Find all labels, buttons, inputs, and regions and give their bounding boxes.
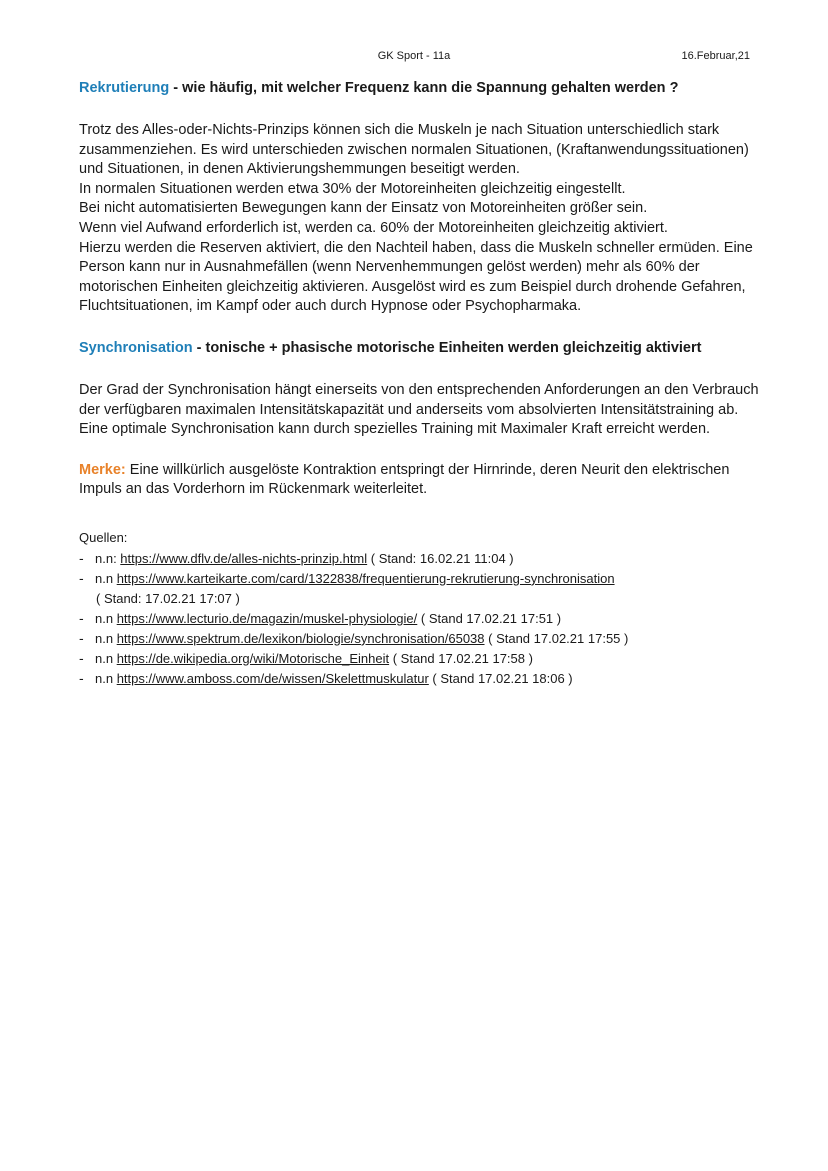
paragraph-line-1: In normalen Situationen werden etwa 30% der Motoreinheiten gleichzeitig eingestellt.	[79, 180, 626, 197]
merke-note	[79, 461, 759, 500]
header-title: GK Sport - 11a	[377, 50, 451, 62]
source-stand-continued: ( Stand: 17.02.21 17:07 )	[96, 590, 240, 606]
merke-text: Eine willkürlich ausgelöste Kontraktion entspringt der Hirnrinde, deren Neurit den elektrischen Impuls an das Vorderhorn im Rückenmark weiterleitet.	[79, 461, 730, 498]
term-synchronisation: Synchronisation	[79, 339, 193, 356]
source-prefix: n.n:	[95, 550, 121, 566]
page-header	[0, 50, 828, 66]
source-item	[79, 549, 759, 569]
source-item	[79, 609, 759, 629]
paragraph-synchronisation: Der Grad der Synchronisation hängt einerseits von den entsprechenden Anforderungen an den Verbrauch der verfügbaren maximalen Intensitätskapazität und anderseits vom absolvierten Intensitätstraining ab. Eine optimale Synchronisation kann durch spezielles Training mit Maximaler Kraft erreicht werden.	[79, 381, 759, 438]
term-rekrutierung: Rekrutierung	[79, 80, 170, 96]
source-stand: ( Stand 17.02.21 18:06 )	[428, 670, 573, 686]
source-item	[79, 629, 759, 649]
source-prefix: n.n	[95, 610, 117, 626]
source-stand: ( Stand 17.02.21 17:55 )	[484, 630, 629, 646]
paragraph-rekrutierung-intro: Trotz des Alles-oder-Nichts-Prinzips können sich die Muskeln je nach Situation unterschiedlich stark zusammenziehen. Es wird unterschieden zwischen normalen Situationen, (Kraftanwendungssituationen) und Situationen, in denen Aktivierungshemmungen beseitigt werden.	[79, 122, 749, 178]
paragraph-line-4: Hierzu werden die Reserven aktiviert, die den Nachteil haben, dass die Muskeln schneller ermüden. Eine Person kann nur in Ausnahmefällen (wenn Nervenhemmungen gelöst werden) mehr als 60% der motorischen Einheiten gleichzeitig aktivieren. Ausgelöst wird es zum Beispiel durch drohende Gefahren, Fluchtsituationen, im Kampf oder auch durch Hypnose oder Psychopharmaka.	[79, 239, 753, 315]
sources-section	[79, 528, 759, 689]
sources-heading: Quellen:	[79, 529, 128, 545]
section-heading-synchronisation	[79, 338, 759, 358]
source-link[interactable]: https://www.dflv.de/alles-nichts-prinzip.html	[120, 550, 368, 566]
source-link[interactable]: https://www.spektrum.de/lexikon/biologie/synchronisation/65038	[116, 630, 485, 646]
source-link[interactable]: https://www.karteikarte.com/card/1322838/frequentierung-rekrutierung-synchronisation	[116, 570, 615, 586]
source-item	[79, 669, 759, 689]
source-link[interactable]: https://de.wikipedia.org/wiki/Motorische_Einheit	[116, 650, 390, 666]
merke-label: Merke:	[79, 461, 126, 478]
paragraph-line-2: Bei nicht automatisierten Bewegungen kann der Einsatz von Motoreinheiten größer sein.	[79, 200, 648, 217]
source-stand: ( Stand 17.02.21 17:51 )	[417, 610, 562, 626]
source-prefix: n.n	[95, 630, 117, 646]
source-stand: ( Stand 17.02.21 17:58 )	[389, 650, 533, 666]
source-link[interactable]: https://www.lecturio.de/magazin/muskel-physiologie/	[116, 610, 418, 626]
section-heading-rekrutierung	[79, 78, 759, 98]
source-link[interactable]: https://www.amboss.com/de/wissen/Skelettmuskulatur	[116, 670, 429, 686]
sources-list	[79, 549, 759, 689]
paragraph-line-3: Wenn viel Aufwand erforderlich ist, werden ca. 60% der Motoreinheiten gleichzeitig aktiviert.	[79, 219, 668, 236]
source-prefix: n.n	[95, 670, 117, 686]
header-date: 16.Februar,21	[681, 50, 750, 62]
source-item	[79, 569, 759, 609]
heading-subtitle: - tonische + phasische motorische Einheiten werden gleichzeitig aktiviert	[192, 339, 702, 356]
source-item	[79, 649, 759, 669]
document-body	[79, 78, 759, 689]
source-stand: ( Stand: 16.02.21 11:04 )	[367, 550, 514, 566]
source-prefix: n.n	[95, 650, 117, 666]
source-prefix: n.n	[95, 570, 117, 586]
heading-question: - wie häufig, mit welcher Frequenz kann die Spannung gehalten werden ?	[169, 80, 679, 96]
